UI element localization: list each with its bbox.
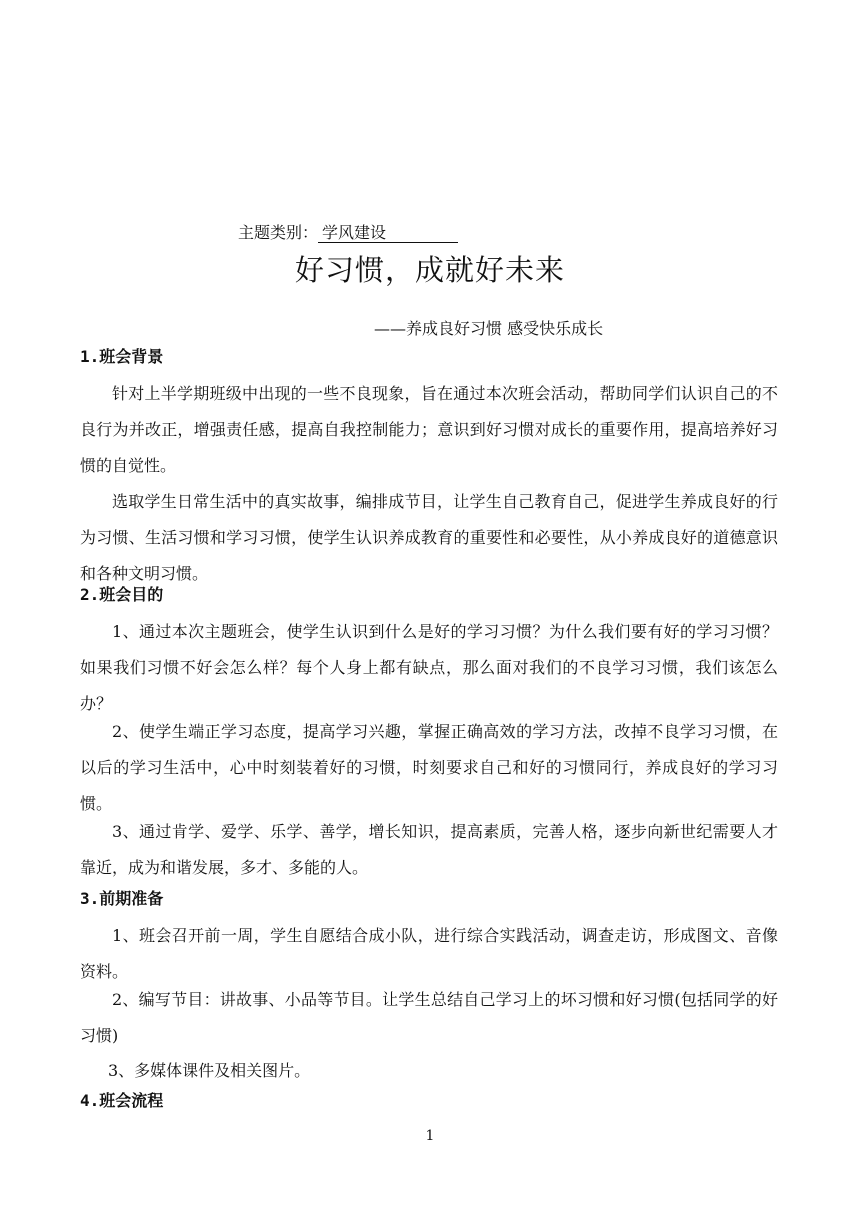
paragraph-background-2: 选取学生日常生活中的真实故事，编排成节目，让学生自己教育自己，促进学生养成良好的行为习惯、生活习惯和学习习惯，使学生认识养成教育的重要性和必要性，从小养成良好的道德意识和各种文明习惯。 — [80, 492, 778, 583]
theme-category — [238, 220, 458, 243]
section-heading-background: 1.班会背景 — [80, 347, 164, 366]
category-label: 主题类别： — [238, 223, 319, 242]
section-heading-preparation: 3.前期准备 — [80, 889, 164, 908]
page-title: 好习惯，成就好未来 — [294, 253, 565, 287]
section-heading-process: 4.班会流程 — [80, 1091, 164, 1110]
page-subtitle: ——养成良好习惯 感受快乐成长 — [374, 319, 604, 338]
paragraph-prep-2: 2、编写节目：讲故事、小品等节目。让学生总结自己学习上的坏习惯和好习惯(包括同学的好习惯) — [80, 990, 778, 1045]
paragraph-goal-3: 3、通过肯学、爱学、乐学、善学，增长知识，提高素质，完善人格，逐步向新世纪需要人才靠近，成为和谐发展，多才、多能的人。 — [80, 822, 778, 877]
section-heading-goals: 2.班会目的 — [80, 585, 164, 604]
paragraph-goal-1: 1、通过本次主题班会，使学生认识到什么是好的学习习惯？为什么我们要有好的学习习惯？如果我们习惯不好会怎么样？每个人身上都有缺点，那么面对我们的不良学习习惯，我们该怎么办？ — [80, 622, 778, 713]
paragraph-prep-1: 1、班会召开前一周，学生自愿结合成小队，进行综合实践活动，调查走访，形成图文、音像资料。 — [80, 926, 778, 981]
paragraph-prep-3: 3、多媒体课件及相关图片。 — [108, 1061, 311, 1080]
page-number: 1 — [425, 1128, 435, 1144]
category-value: 学风建设 — [318, 224, 458, 243]
paragraph-goal-2: 2、使学生端正学习态度，提高学习兴趣，掌握正确高效的学习方法，改掉不良学习习惯，在以后的学习生活中，心中时刻装着好的习惯，时刻要求自己和好的习惯同行，养成良好的学习习惯。 — [80, 722, 778, 813]
paragraph-background-1: 针对上半学期班级中出现的一些不良现象，旨在通过本次班会活动，帮助同学们认识自己的不良行为并改正，增强责任感，提高自我控制能力；意识到好习惯对成长的重要作用，提高培养好习惯的自觉性。 — [80, 384, 778, 475]
